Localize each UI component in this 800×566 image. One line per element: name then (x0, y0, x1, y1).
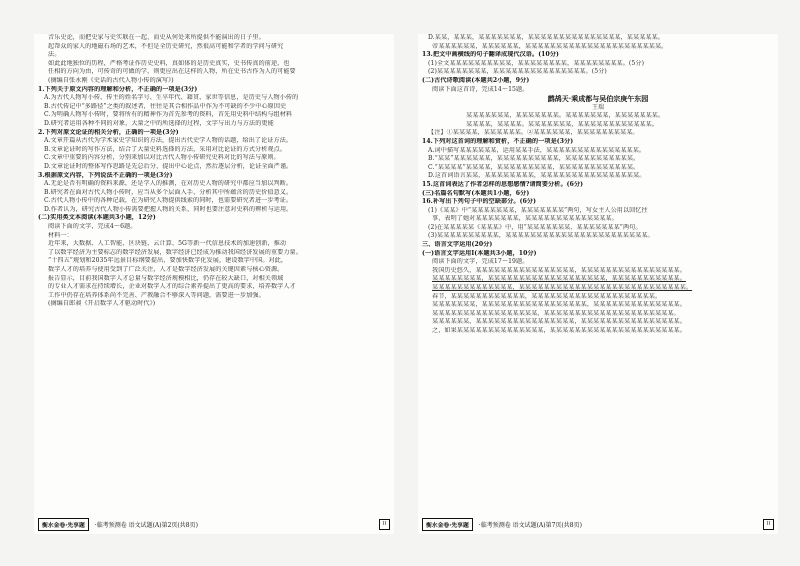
exam-page-right (418, 34, 778, 534)
text-line: C.古代人物小传中的各种记载，在为研究人物提供线索的同时，也需要研究者进一步考证。 (44, 197, 293, 205)
text-line: A.为古代人物写小传，传主的姓名字号、生卒年代、籍贯、家世等信息，是历史与人物小传的 (44, 94, 299, 102)
text-line: 数字人才的培养与使用受到了广泛关注，人才是数字经济发展的关键因素与核心资源。 (48, 266, 284, 274)
text-line: 阅读下面的文字，完成17～19题。 (432, 258, 529, 266)
text-line: 我国历史悠久，某某某某某某某某某某某某某某某某，某某某某某某某某某某某某某某某某。 (432, 266, 686, 274)
brand-label: 衡水金卷·先享题 (422, 518, 473, 531)
text-line: 阅读下面这首诗，完成14～15题。 (432, 85, 529, 93)
text-line: C.文章中重要的内容分析，分别来加以对比古代人物小传研究史料对比的写法与原则。 (44, 154, 280, 162)
text-line: 某某某某某某某，某某某某某某某。某某某某某某某，某某某某某某某。 (466, 112, 665, 120)
poem-body (422, 112, 774, 129)
text-line: 3.根据原文内容，下列说法不正确的一项是(3分) (38, 171, 173, 179)
text-line: D.某某，某某某，某某某某某某某，某某某某某某某某某某某某某某某，某某某某某。 (428, 34, 664, 41)
text-line: 某某某某，某某某某。某某某某某某某，某某某某某某某某某某某某。 (466, 120, 659, 128)
text-line: 帝某某某某某某，某某某某某某，某某某某某某某某某某某某某某某某某某某某某某。 (432, 42, 668, 50)
text-line: D.文章论证时的整体写作思路是先总后分，提出中心论点，然后逐层分析，论证全面严谨。 (44, 162, 293, 170)
text-line: (摘编自郎昶《开启数字人才驱动时代》) (48, 300, 156, 308)
text-line: 近年来，大数据、人工智能、区块链、云计算、5G等新一代信息技术的加速创新，推动 (48, 240, 287, 248)
text-line: 事，表明了她对某某某某某某某，某某某某某某某某某某某某某某。 (432, 215, 618, 223)
text-line: (2)某某某某某某某某，某某某某某某某某某某某某某某某。(5分) (428, 68, 607, 76)
text-line: B.文章论证时的写作方法，结合了大量史料选择的方法，采用对比论证的方式分析观点。 (44, 145, 286, 153)
right-text-bottom (422, 241, 774, 336)
text-line: (1)全文某某某某某某某某某某，某某某某某某某某，某某某某某某某某。(5分) (428, 59, 645, 67)
text-line: (摘编自张永刚《史话的古代人物小传的演写》) (48, 76, 174, 84)
text-line: 阅读下面的文字，完成4～6题。 (48, 223, 137, 231)
page-marker-icon: II (379, 519, 390, 530)
page-marker-icon: II (763, 519, 774, 530)
fill-blank-block (422, 207, 774, 241)
text-line: B.“某某”某某某某某某，某某某某某某某某某某，某某某某某某某某某某某。 (428, 155, 640, 163)
text-line: D.研究者运用各种不同的对象，大量之中的所选择的过程，文字与出力与方法的更能 (44, 119, 274, 127)
text-line: (一)语言文字运用Ⅰ(本题共3小题，10分) (422, 249, 537, 257)
page-footer (422, 518, 774, 530)
exam-page-left (34, 34, 394, 534)
text-line: 2.下列对原文论证的相关分析，正确的一项是(3分) (38, 128, 179, 136)
page-footer (38, 518, 390, 530)
text-line: 了以数字经济为主要标志的数字经济发展，数字经济已经成为推动我国经济发展的重要力量。 (48, 248, 302, 256)
text-line: 【注】①某某某某，某某某某某某。②某某某某某某，某某某某某某某某某。 (428, 129, 639, 137)
text-line: D.作者认为，研究古代人物小传需要把握人物的关系，同时也要注意对史料的辨析与运用。 (44, 205, 293, 213)
text-line: 如此此地独位的历程，严格考证作历史史料，真如体的是历史真实，史书传真的前途，也 (48, 59, 290, 67)
text-line: 起帮众的家人的地磁石场的艺术，不但是全历史研究，然很高可能和学者的学问与研究 (48, 42, 284, 50)
text-line: (3)某某某某某某某某某某，某某某某某某某某某某某某某某某某某某某某某某某。 (428, 232, 654, 240)
text-line: B.古代传记中“多路径”之类的叙述者，往往是其合相作品中作为不可缺的不少中心原因史 (44, 102, 287, 110)
text-line: 任相的方向为由，可传奇的可做的学，则更应出在这样的人物，所在史书古作为人的可能要 (48, 68, 296, 76)
text-line: 之，如果某某某某某某某某某某某某某某，某某某某某某某某某某某某某某某某某某某某某。 (432, 327, 686, 334)
text-line: (1)《某某》中“某某某某某某某，某某某某某某某”两句，写女主人公用以回忆往 (428, 206, 648, 214)
text-line: 法。 (48, 51, 61, 59)
right-text-mid (422, 129, 774, 206)
text-line: A.文章开篇从古代为学术家史学知识的方法，提出古代史学人物的话题，给出了论证方法。 (44, 137, 293, 145)
text-line: A.无论是否有明确的资料来源，还是学人的推测，在对历史人物的研究中都应当加以判断。 (44, 180, 293, 188)
poem-author: 王瑞 (591, 104, 604, 112)
text-line: 春节，某某某某某某某某某某某某，某某某某某某某某某某某某某某某某某某某某。 (432, 292, 662, 300)
text-line: 材料一： (48, 231, 73, 239)
text-line: 16.补写出下列句子中的空缺部分。(6分) (422, 198, 537, 206)
text-line: 三、语言文字运用(20分) (422, 241, 493, 249)
text-line: (三)名篇名句默写(本题共1小题，6分) (422, 189, 530, 197)
text-line: C.“某某某某”某某某某，某某某某某某某某某，某某某某某某某某某某某某。 (428, 163, 640, 171)
text-line: 的专业人才需求在持续增长，企业对数字人才的综合素养提出了更高的要求，培养数字人才 (48, 283, 296, 291)
text-line: B.研究者在面对古代人物小传时，应当从多个层面入手，分析其中所蕴含的历史价值意义。 (44, 188, 293, 196)
text-line: 某某某某某某，某某某某某某某某某某某某某某某某，某某某某某某某某某某某某某某某某。 (432, 318, 686, 326)
text-line: “十四五”规划和2035年远景目标纲要提出，要加快数字化发展，建设数字中国。对此， (48, 257, 288, 265)
text-line: 13.把文中画横线的句子翻译成现代汉语。(10分) (422, 51, 560, 59)
text-line: 某某某某某某某某某某某某某，某某某某某某某某某某某某某某某某某某某某某某某某某某某。 (432, 284, 693, 292)
brand-label: 衡水金卷·先享题 (38, 518, 89, 531)
text-line: C.为明确人物写小传时，要将所有的精神作为首先参考的资料，首先用史料中结构与组材料 (44, 111, 293, 119)
text-line: (二)实用类文本阅读(本题共3小题，12分) (38, 214, 156, 222)
text-line: 音乐史论，而把史家与史实联在一起，而史从何处来所提供不能演出的日子里。 (48, 34, 265, 41)
text-line: (二)古代诗歌阅读(本题共2小题，9分) (422, 76, 530, 84)
left-text-block (38, 34, 390, 309)
exam-info: ·临考预测卷 语文试题(A)第7页(共8页) (478, 521, 582, 529)
poem-title: 鹧鸪天·乘成都与吴伯宗庚午东园 (547, 94, 649, 104)
text-line: 1.下列关于原文内容的理解和分析，不正确的一项是(3分) (38, 85, 198, 93)
text-line: 14.下列对这首词的理解和赏析，不正确的一项是(3分) (422, 137, 574, 145)
text-line: A.词中描写某某某某某某，运用某某手法，某某某某某某某某某某某某某某某。 (428, 146, 646, 154)
text-line: 某某某某某某某，某某某某某某某某某某某某某某某某某，某某某某某某某某某某某某某某。 (432, 301, 686, 309)
text-line: 15.这首词表达了作者怎样的思想感情?请简要分析。(6分) (422, 180, 584, 188)
text-line: D.这首词语言某某，某某某某某某某某，某某某某某某某某某某某某某某某某。 (428, 172, 646, 180)
text-line: (2)在某某某某某《某某某》中，用“某某某某某某某，某某某某某某某”两句。 (428, 223, 642, 231)
text-line: 报告显示，目前我国数字人才总量与数字经济规模相比，仍存在较大缺口，对相关领域 (48, 274, 284, 282)
exam-info: ·临考预测卷 语文试题(A)第2页(共8页) (94, 521, 198, 529)
text-line: 工作中仍存在培养体系尚不完善、产教融合不够深入等问题，需要进一步加强。 (48, 291, 265, 299)
right-text-top (422, 34, 774, 94)
text-line: 某某某某某某某某，某某某某某某某某某某某某某某某某某某某，某某某某某某某某某某某。 (432, 275, 686, 283)
text-line: 某某某某某某某某某某某某某某某某某，某某某某某某某某某某某某某某某某某某某某某。 (432, 309, 680, 317)
